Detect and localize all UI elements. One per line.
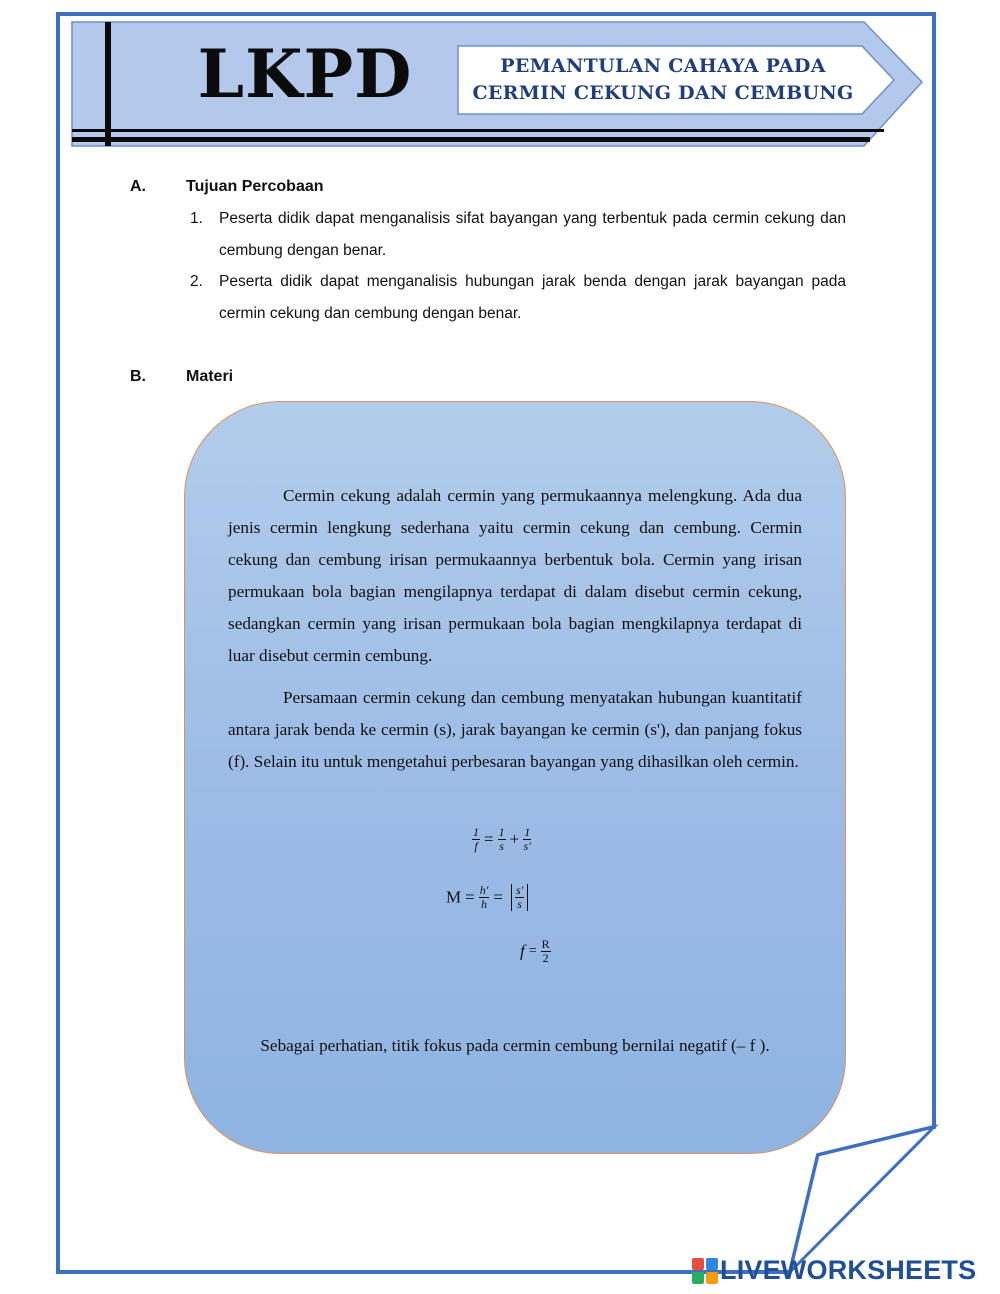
formula-numerator: 1 [473, 825, 479, 839]
formula-focal-length [520, 938, 551, 965]
header-rule-2 [72, 137, 870, 142]
objective-item [186, 266, 846, 330]
materi-note: Sebagai perhatian, titik fokus pada cermin cembung bernilai negatif (– f ). [260, 1036, 770, 1055]
logo-tile [706, 1272, 718, 1284]
formula-operator: = [528, 943, 537, 959]
formula-denominator: 2 [542, 951, 549, 965]
formula-magnification [446, 884, 528, 911]
objective-text: Peserta didik dapat menganalisis sifat bayangan yang terbentuk pada cermin cekung dan cembung dengan benar. [219, 210, 846, 259]
formula-denominator: s [499, 839, 504, 853]
absolute-value-bars [511, 884, 528, 911]
formula-denominator: s [517, 897, 522, 911]
worksheet-title-line1: PEMANTULAN CAHAYA PADA [500, 55, 826, 77]
section-a-letter: A. [130, 178, 146, 195]
materi-paragraph-1 [228, 480, 802, 672]
formula-symbol: M [446, 887, 462, 907]
formula-operator: + [509, 829, 520, 849]
formula-symbol: f [520, 941, 525, 961]
formula-denominator: s′ [523, 839, 531, 853]
liveworksheets-watermark[interactable]: LIVEWORKSHEETS [720, 1255, 977, 1285]
header-vertical-bar [105, 22, 111, 146]
worksheet-title-line2: CERMIN CEKUNG DAN CEMBUNG [472, 82, 854, 104]
formula-operator: = [484, 829, 494, 849]
logo-tile [706, 1258, 718, 1270]
objective-text: Peserta didik dapat menganalisis hubungan jarak benda dengan jarak bayangan pada cermin cekung dan cembung dengan benar. [219, 273, 846, 322]
section-b-title: Materi [186, 368, 234, 385]
formula-mirror-equation [472, 826, 531, 853]
formula-denominator: f [474, 839, 478, 853]
objective-number: 2. [190, 273, 203, 290]
logo-tile [692, 1272, 704, 1284]
formula-numerator: 1 [498, 825, 505, 839]
formula-numerator: h′ [479, 883, 489, 897]
liveworksheets-logo-icon [692, 1258, 718, 1284]
lkpd-badge: LKPD [197, 35, 413, 113]
formula-numerator: s′ [515, 883, 524, 897]
formula-operator: = [493, 887, 503, 907]
section-a-title: Tujuan Percobaan [186, 178, 324, 195]
objective-number: 1. [190, 210, 203, 227]
materi-paragraph-2 [228, 682, 802, 778]
formula-denominator: h [481, 897, 488, 911]
header-rule-1 [72, 129, 884, 132]
materi-paragraph-1-text: Cermin cekung adalah cermin yang permukaannya melengkung. Ada dua jenis cermin lengkung sederhana yaitu cermin cekung dan cembung. Cermin cekung dan cembung irisan permukaannya berbentuk bola. Cermin yang irisan permukaan bola bagian mengilapnya terdapat di dalam disebut cermin cekung, sedangkan cermin yang irisan permukaan bola bagian mengkilapnya terdapat di luar disebut cermin cembung. [228, 486, 802, 665]
materi-paragraph-2-text: Persamaan cermin cekung dan cembung menyatakan hubungan kuantitatif antara jarak benda ke cermin (s), jarak bayangan ke cermin (s'), dan panjang fokus (f). Selain itu untuk mengetahui perbesaran bayangan yang dihasilkan oleh cermin. [228, 688, 802, 771]
page-fold [790, 1127, 934, 1272]
formula-numerator: 1 [524, 825, 531, 839]
formula-numerator: R [541, 937, 550, 951]
logo-tile [692, 1258, 704, 1270]
objective-item [186, 203, 846, 267]
section-b-letter: B. [130, 368, 146, 385]
formula-operator: = [465, 887, 475, 907]
